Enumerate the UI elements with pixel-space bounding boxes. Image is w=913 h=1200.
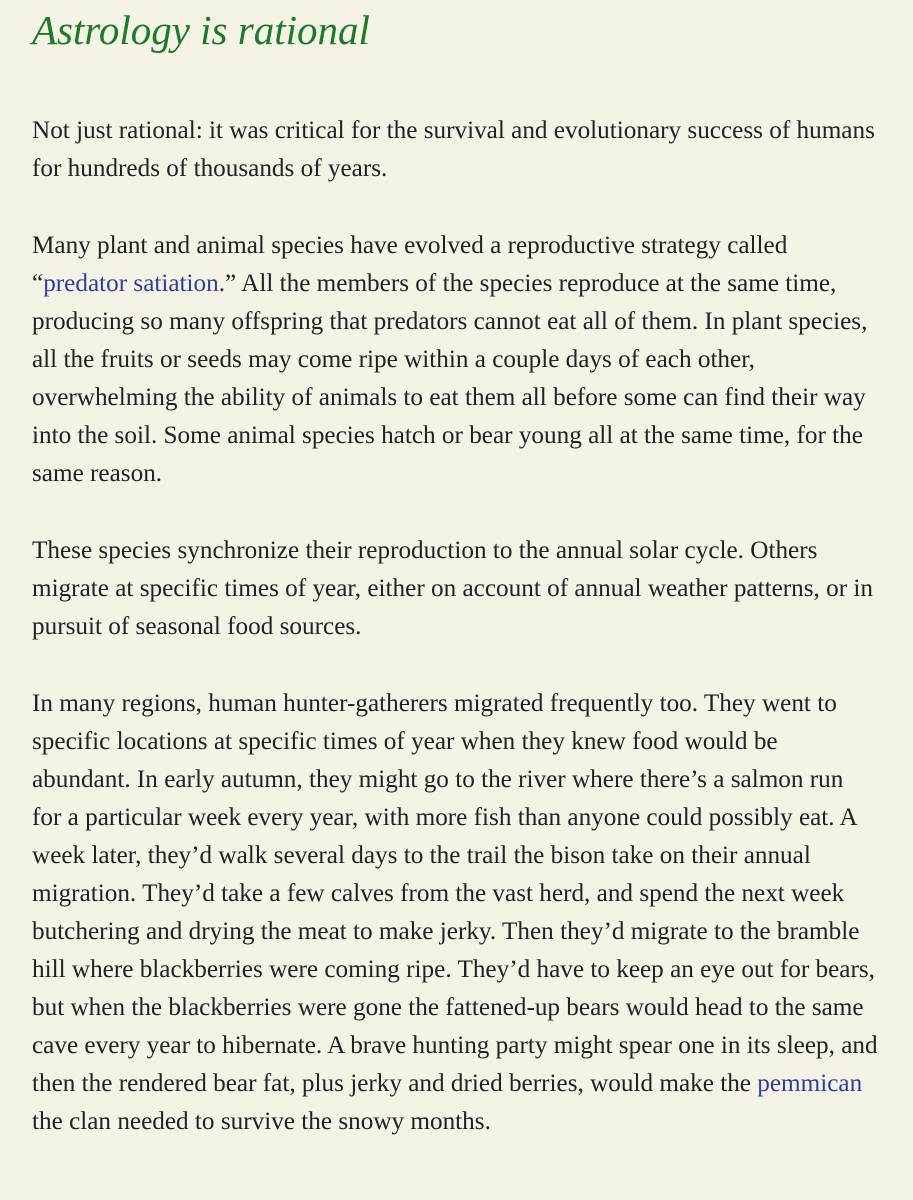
article-body — [32, 112, 879, 1141]
paragraph-hunter-gatherers — [32, 685, 879, 1141]
paragraph-text: In many regions, human hunter-gatherers migrated frequently too. They went to specific locations at specific times of year when they knew food would be abundant. In early autumn, they might go to the river where there’s a salmon run for a particular week every year, with more fish than anyone could possibly eat. A week later, they’d walk several days to the trail the bison take on their annual migration. They’d take a few calves from the vast herd, and spend the next week butchering and drying the meat to make jerky. Then they’d migrate to the bramble hill where blackberries were coming ripe. They’d have to keep an eye out for bears, but when the blackberries were gone the fattened-up bears would head to the same cave every year to hibernate. A brave hunting party might spear one in its sleep, and then the rendered bear fat, plus jerky and dried berries, would make the — [32, 690, 878, 1097]
pemmican-link[interactable]: pemmican — [757, 1070, 863, 1097]
paragraph-text: the clan needed to survive the snowy months. — [32, 1108, 491, 1135]
paragraph-text: .” All the members of the species reproduce at the same time, producing so many offspring that predators cannot eat all of them. In plant species, all the fruits or seeds may come ripe within a couple days of each other, overwhelming the ability of animals to eat them all before some can find their way into the soil. Some animal species hatch or bear young all at the same time, for the same reason. — [32, 270, 868, 487]
paragraph-text: These species synchronize their reproduction to the annual solar cycle. Others migrate at specific times of year, either on account of annual weather patterns, or in pursuit of seasonal food sources. — [32, 537, 874, 640]
paragraph-intro-text: Not just rational: it was critical for the survival and evolutionary success of humans for hundreds of thousands of years. — [32, 117, 875, 182]
paragraph-predator-satiation — [32, 227, 879, 493]
predator-satiation-link[interactable]: predator satiation — [43, 270, 219, 297]
paragraph-solar-cycle — [32, 532, 879, 646]
paragraph-text: Many plant and animal species have evolved a reproductive strategy called “ — [32, 232, 788, 297]
page-title: Astrology is rational — [32, 7, 370, 53]
paragraph-intro — [32, 112, 879, 188]
